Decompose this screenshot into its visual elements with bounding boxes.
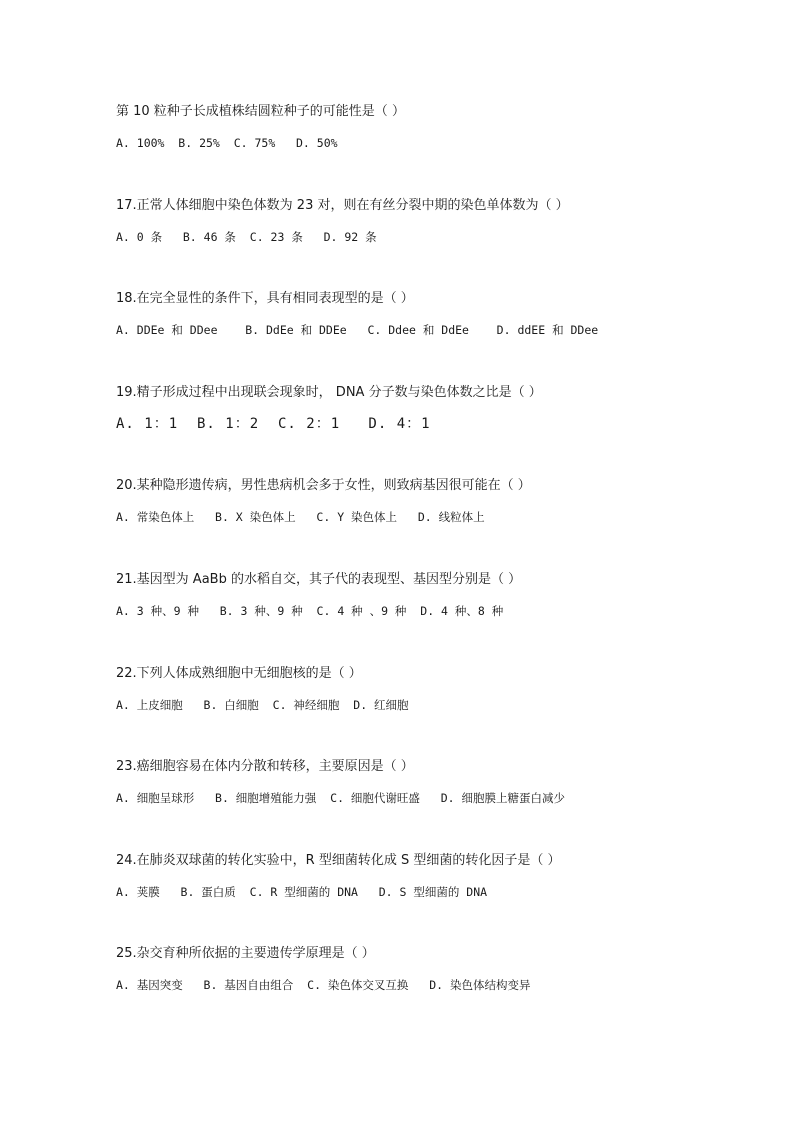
question-16 (116, 103, 756, 151)
question-options: A. DDEe 和 DDee B. DdEe 和 DDEe C. Ddee 和 DdEe D. ddEE 和 DDee (116, 323, 599, 337)
question-options: A. 100% B. 25% C. 75% D. 50% (116, 136, 338, 150)
question-stem: 20.某种隐形遗传病，男性患病机会多于女性，则致病基因很可能在（ ） (116, 478, 531, 493)
question-options: A. 1：1 B. 1：2 C. 2：1 D. 4：1 (116, 416, 431, 432)
question-22 (116, 665, 756, 713)
question-24 (116, 852, 756, 900)
question-stem: 25.杂交育种所依据的主要遗传学原理是（ ） (116, 946, 375, 961)
question-options: A. 荚膜 B. 蛋白质 C. R 型细菌的 DNA D. S 型细菌的 DNA (116, 885, 488, 899)
question-options: A. 3 种、9 种 B. 3 种、9 种 C. 4 种 、9 种 D. 4 种、8 种 (116, 604, 504, 618)
question-25 (116, 945, 756, 993)
question-17 (116, 197, 756, 245)
question-stem: 17.正常人体细胞中染色体数为 23 对，则在有丝分裂中期的染色单体数为（ ） (116, 198, 569, 213)
question-stem: 22.下列人体成熟细胞中无细胞核的是（ ） (116, 666, 362, 681)
question-stem: 18.在完全显性的条件下，具有相同表现型的是（ ） (116, 291, 414, 306)
question-20 (116, 477, 756, 525)
question-options: A. 细胞呈球形 B. 细胞增殖能力强 C. 细胞代谢旺盛 D. 细胞膜上糖蛋白减少 (116, 791, 565, 805)
question-options: A. 基因突变 B. 基因自由组合 C. 染色体交叉互换 D. 染色体结构变异 (116, 978, 531, 992)
question-options: A. 上皮细胞 B. 白细胞 C. 神经细胞 D. 红细胞 (116, 698, 409, 712)
question-stem: 第 10 粒种子长成植株结圆粒种子的可能性是（ ） (116, 104, 405, 119)
question-23 (116, 758, 756, 806)
question-stem: 19.精子形成过程中出现联会现象时， DNA 分子数与染色体数之比是（ ） (116, 385, 542, 400)
question-21 (116, 571, 756, 619)
question-stem: 24.在肺炎双球菌的转化实验中，R 型细菌转化成 S 型细菌的转化因子是（ ） (116, 853, 561, 868)
question-18 (116, 290, 756, 338)
question-stem: 21.基因型为 AaBb 的水稻自交，其子代的表现型、基因型分别是（ ） (116, 572, 522, 587)
question-stem: 23.癌细胞容易在体内分散和转移，主要原因是（ ） (116, 759, 414, 774)
question-19 (116, 384, 756, 432)
question-options: A. 0 条 B. 46 条 C. 23 条 D. 92 条 (116, 230, 377, 244)
question-options: A. 常染色体上 B. X 染色体上 C. Y 染色体上 D. 线粒体上 (116, 510, 485, 524)
